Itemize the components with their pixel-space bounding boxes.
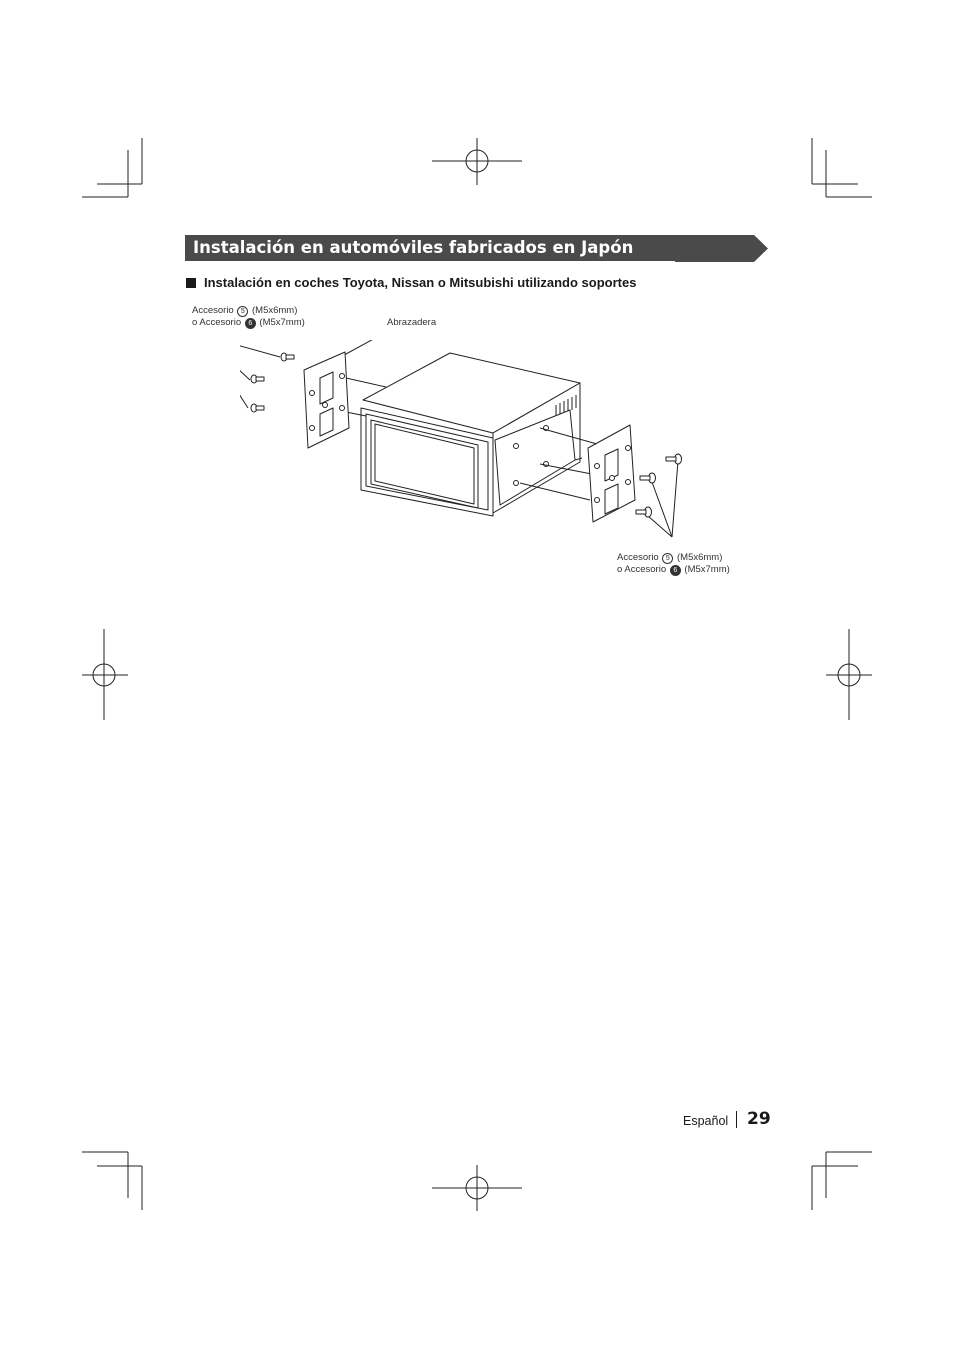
footer-divider <box>736 1111 737 1128</box>
bracket-label: Abrazadera <box>387 317 437 328</box>
accessory-number-badge: 6 <box>245 318 256 329</box>
left-label-line1: Accesorio 5 (M5x6mm) <box>192 305 298 316</box>
left-screws <box>251 353 294 412</box>
accessory-number-badge: 6 <box>670 565 681 576</box>
section-title-bar <box>185 235 768 262</box>
right-screw-leaders <box>648 461 678 537</box>
left-label-line2: o Accesorio 6 (M5x7mm) <box>192 317 305 328</box>
section-heading-text: Instalación en coches Toyota, Nissan o Mitsubishi utilizando soportes <box>204 275 637 290</box>
bullet-square-icon <box>186 278 196 288</box>
right-bracket <box>588 425 635 522</box>
footer-language: Español <box>683 1114 729 1128</box>
right-label-line1: Accesorio 5 (M5x6mm) <box>617 552 723 563</box>
accessory-number-badge: 5 <box>662 553 673 564</box>
installation-diagram <box>240 340 700 540</box>
left-accessory-label <box>192 305 305 329</box>
page-number: 29 <box>747 1109 771 1129</box>
left-bracket <box>304 352 349 448</box>
right-accessory-label <box>617 552 730 576</box>
left-screw-leaders <box>240 340 280 408</box>
section-heading <box>186 275 636 290</box>
accessory-number-badge: 5 <box>237 306 248 317</box>
right-label-line2: o Accesorio 6 (M5x7mm) <box>617 564 730 575</box>
page-title: Instalación en automóviles fabricados en Japón <box>193 238 634 257</box>
